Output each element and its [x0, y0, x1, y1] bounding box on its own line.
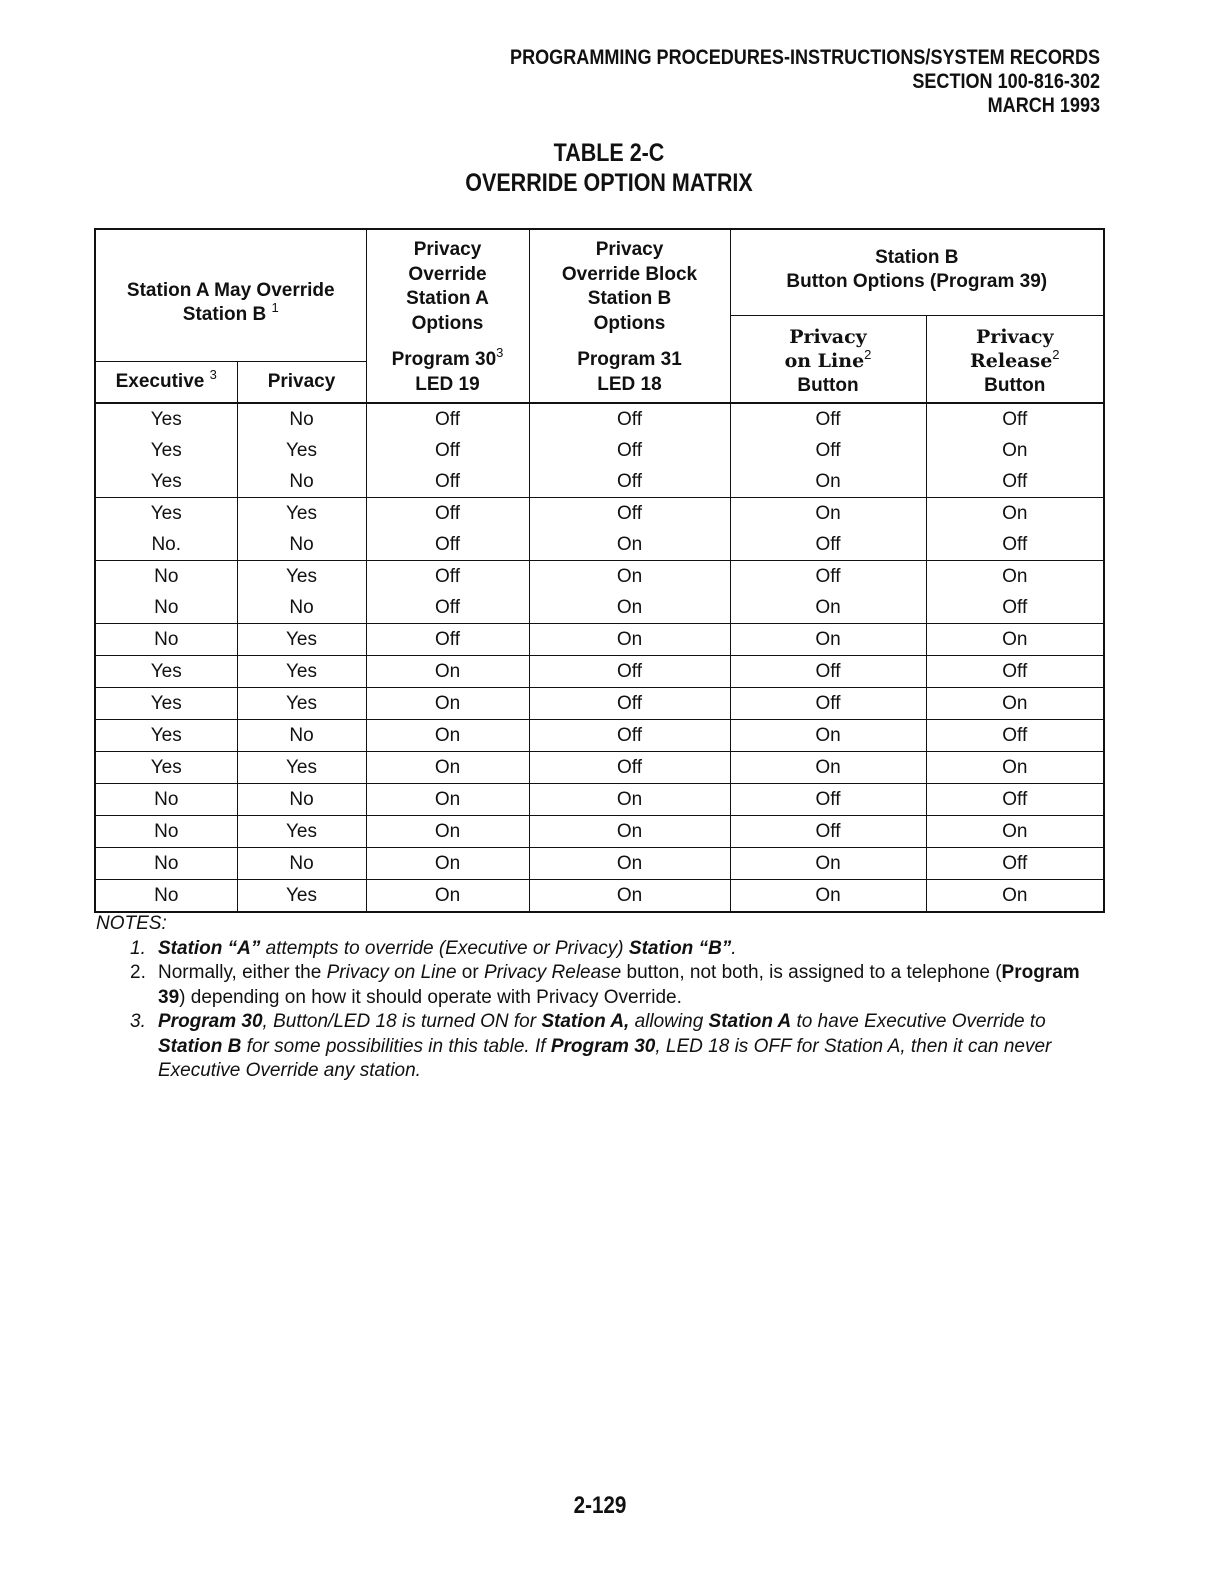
table-row	[95, 720, 1104, 752]
table-row	[95, 784, 1104, 816]
table-cell: Off	[730, 435, 926, 466]
table-cell: On	[366, 688, 529, 720]
table-cell: Off	[926, 848, 1104, 880]
table-cell: Yes	[237, 880, 366, 913]
table-cell: Off	[730, 784, 926, 816]
table-cell: On	[529, 848, 730, 880]
privacy-override-station-a-header: Privacy Override Station A Options Program $30^3$ LED 19	[366, 229, 529, 403]
table-cell: On	[730, 848, 926, 880]
table-cell: Yes	[237, 498, 366, 530]
table-cell: On	[366, 752, 529, 784]
table-cell: Off	[730, 688, 926, 720]
table-cell: Off	[366, 529, 529, 561]
table-cell: On	[366, 720, 529, 752]
table-row	[95, 656, 1104, 688]
table-cell: No	[237, 403, 366, 435]
note-3: 3. Program 30, Button/LED 18 is turned ON for Station A, allowing Station A to have Executive Override to Station B for some possibilities in this table. If Program 30, LED 18 is OFF for Station A, then it can never Executive Override any station.	[130, 1011, 1052, 1081]
note-1: 1. Station “A” attempts to override (Executive or Privacy) Station “B”.	[130, 937, 737, 959]
table-cell: On	[529, 529, 730, 561]
table-cell: Off	[730, 656, 926, 688]
table-row	[95, 435, 1104, 466]
table-cell: Off	[730, 816, 926, 848]
table-cell: No	[237, 848, 366, 880]
matrix-body	[95, 403, 1104, 912]
table-cell: Yes	[95, 752, 237, 784]
table-cell: Yes	[237, 624, 366, 656]
privacy-release-header: Privacy Release$^2$ Button	[926, 315, 1104, 403]
table-cell: On	[529, 561, 730, 593]
table-cell: No	[95, 816, 237, 848]
table-row	[95, 403, 1104, 435]
table-cell: Off	[366, 498, 529, 530]
table-cell: On	[366, 784, 529, 816]
table-cell: Off	[366, 435, 529, 466]
table-cell: On	[730, 498, 926, 530]
table-row	[95, 561, 1104, 593]
table-cell: On	[926, 435, 1104, 466]
table-cell: On	[366, 656, 529, 688]
table-cell: No	[237, 592, 366, 624]
table-row	[95, 498, 1104, 530]
table-cell: No	[237, 720, 366, 752]
table-cell: On	[926, 688, 1104, 720]
table-row	[95, 688, 1104, 720]
table-cell: On	[926, 624, 1104, 656]
table-cell: Off	[529, 688, 730, 720]
table-cell: No	[95, 784, 237, 816]
table-row	[95, 529, 1104, 561]
table-cell: On	[730, 624, 926, 656]
table-cell: Yes	[95, 720, 237, 752]
table-cell: Yes	[95, 403, 237, 435]
table-cell: Yes	[95, 688, 237, 720]
executive-header: Executive $^3$	[95, 361, 237, 403]
table-cell: Off	[926, 592, 1104, 624]
table-cell: Yes	[237, 752, 366, 784]
table-cell: No	[237, 784, 366, 816]
station-a-header: Station A May Override Station B $^1$	[95, 229, 366, 361]
table-cell: On	[730, 466, 926, 498]
table-cell: On	[926, 816, 1104, 848]
table-cell: Off	[366, 592, 529, 624]
table-cell: Off	[366, 403, 529, 435]
table-row	[95, 624, 1104, 656]
table-cell: On	[730, 880, 926, 913]
table-cell: No	[95, 880, 237, 913]
privacy-override-block-header: Privacy Override Block Station B Options Program 31 LED 18	[529, 229, 730, 403]
table-cell: No	[95, 561, 237, 593]
table-cell: On	[730, 720, 926, 752]
table-cell: On	[366, 848, 529, 880]
table-cell: On	[926, 880, 1104, 913]
table-cell: Yes	[95, 656, 237, 688]
table-cell: Off	[926, 529, 1104, 561]
table-row	[95, 848, 1104, 880]
table-cell: Off	[366, 466, 529, 498]
table-row	[95, 880, 1104, 913]
table-row	[95, 466, 1104, 498]
table-cell: Off	[730, 403, 926, 435]
header-line-1: PROGRAMMING PROCEDURES-INSTRUCTIONS/SYSTEM RECORDS	[509, 46, 1100, 69]
table-cell: Yes	[95, 498, 237, 530]
table-cell: Off	[926, 466, 1104, 498]
notes-label: NOTES:	[96, 913, 167, 934]
table-cell: Off	[529, 466, 730, 498]
table-cell: Off	[926, 656, 1104, 688]
table-cell: Off	[529, 435, 730, 466]
table-cell: Off	[926, 720, 1104, 752]
page-header	[510, 46, 1100, 118]
table-cell: Off	[366, 624, 529, 656]
table-cell: On	[366, 880, 529, 913]
table-cell: On	[529, 624, 730, 656]
table-cell: On	[529, 816, 730, 848]
table-name: OVERRIDE OPTION MATRIX	[465, 169, 753, 197]
table-cell: No	[237, 466, 366, 498]
table-cell: Off	[529, 752, 730, 784]
table-cell: No	[95, 848, 237, 880]
table-cell: No	[237, 529, 366, 561]
table-cell: Off	[529, 403, 730, 435]
table-row	[95, 752, 1104, 784]
table-row	[95, 592, 1104, 624]
table-cell: Yes	[237, 656, 366, 688]
table-cell: Off	[366, 561, 529, 593]
table-cell: On	[529, 592, 730, 624]
table-cell: No	[95, 592, 237, 624]
table-cell: Yes	[237, 816, 366, 848]
table-cell: Yes	[237, 435, 366, 466]
table-cell: Off	[730, 529, 926, 561]
privacy-header: Privacy	[237, 361, 366, 403]
table-cell: No.	[95, 529, 237, 561]
table-cell: On	[529, 880, 730, 913]
table-cell: Off	[529, 656, 730, 688]
table-cell: On	[366, 816, 529, 848]
table-cell: No	[95, 624, 237, 656]
table-cell: On	[730, 752, 926, 784]
page-number: 2-129	[573, 1492, 627, 1519]
header-section: SECTION 100-816-302	[912, 70, 1100, 93]
table-cell: On	[926, 498, 1104, 530]
table-cell: Yes	[237, 688, 366, 720]
table-number: TABLE 2-C	[553, 139, 665, 167]
table-row	[95, 816, 1104, 848]
station-b-button-options-header: Station B Button Options (Program 39)	[730, 229, 1104, 315]
table-cell: On	[926, 561, 1104, 593]
table-cell: Off	[926, 403, 1104, 435]
table-cell: Off	[926, 784, 1104, 816]
privacy-on-line-header: Privacy on Line$^2$ Button	[730, 315, 926, 403]
note-2: 2. Normally, either the Privacy on Line or Privacy Release button, not both, is assigned to a telephone (Program 39) depending on how it should operate with Privacy Override.	[130, 962, 1080, 1008]
table-cell: On	[529, 784, 730, 816]
table-cell: Yes	[95, 435, 237, 466]
table-cell: Yes	[95, 466, 237, 498]
table-cell: Off	[529, 498, 730, 530]
table-title	[85, 138, 1132, 198]
header-date: MARCH 1993	[987, 94, 1100, 117]
notes-section	[96, 912, 1105, 1084]
override-option-matrix	[94, 228, 1105, 913]
table-cell: On	[926, 752, 1104, 784]
table-cell: Yes	[237, 561, 366, 593]
table-cell: Off	[529, 720, 730, 752]
table-cell: Off	[730, 561, 926, 593]
table-cell: On	[730, 592, 926, 624]
